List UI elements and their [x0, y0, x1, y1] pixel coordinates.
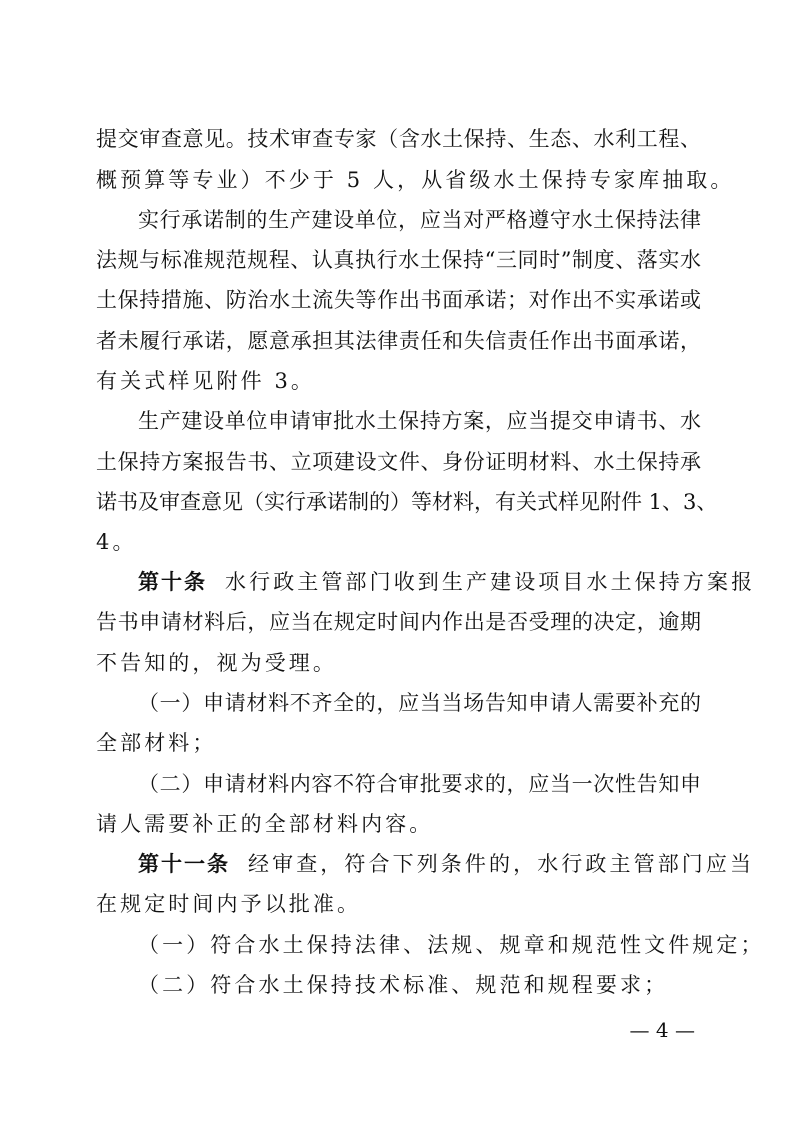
text-line: 请人需要补正的全部材料内容。: [96, 812, 434, 836]
article-text: 水行政主管部门收到生产建设项目水土保持方案报: [225, 570, 756, 594]
text-line: 不告知的，视为受理。: [96, 651, 337, 675]
article-heading: 第十一条: [138, 852, 230, 876]
text-line: 提交审查意见。技术审查专家（含水土保持、生态、水利工程、: [96, 127, 701, 151]
text-line: （一）申请材料不齐全的，应当当场告知申请人需要补充的: [138, 691, 701, 715]
text-line: 土保持方案报告书、立项建设文件、身份证明材料、水土保持承: [96, 450, 701, 474]
text-line: 概预算等专业）不少于 5 人，从省级水土保持专家库抽取。: [96, 168, 735, 192]
text-line: （一）符合水土保持法律、法规、规章和规范性文件规定；: [138, 933, 765, 957]
text-line: 法规与标准规范规程、认真执行水土保持“三同时”制度、落实水: [96, 248, 701, 272]
article-eleven-line: [138, 849, 755, 879]
text-line: 生产建设单位申请审批水土保持方案，应当提交申请书、水: [138, 409, 701, 433]
article-ten-line: [138, 567, 756, 597]
text-line: （二）申请材料内容不符合审批要求的，应当一次性告知申: [138, 772, 701, 796]
text-line: 全部材料；: [96, 731, 217, 755]
page-number: — 4 —: [629, 1018, 695, 1042]
text-line: 4。: [96, 530, 137, 554]
article-text: 经审查，符合下列条件的，水行政主管部门应当: [248, 852, 755, 876]
text-line: 在规定时间内予以批准。: [96, 892, 362, 916]
text-line: 诺书及审查意见（实行承诺制的）等材料，有关式样见附件 1、3、: [96, 490, 718, 514]
text-line: 有关式样见附件 3。: [96, 369, 316, 393]
text-line: 土保持措施、防治水土流失等作出书面承诺；对作出不实承诺或: [96, 288, 701, 312]
text-line: 者未履行承诺，愿意承担其法律责任和失信责任作出书面承诺，: [96, 329, 701, 353]
text-line: 告书申请材料后，应当在规定时间内作出是否受理的决定，逾期: [96, 610, 701, 634]
text-line: 实行承诺制的生产建设单位，应当对严格遵守水土保持法律: [138, 208, 701, 232]
text-line: （二）符合水土保持技术标准、规范和规程要求；: [138, 973, 669, 997]
article-heading: 第十条: [138, 570, 207, 594]
